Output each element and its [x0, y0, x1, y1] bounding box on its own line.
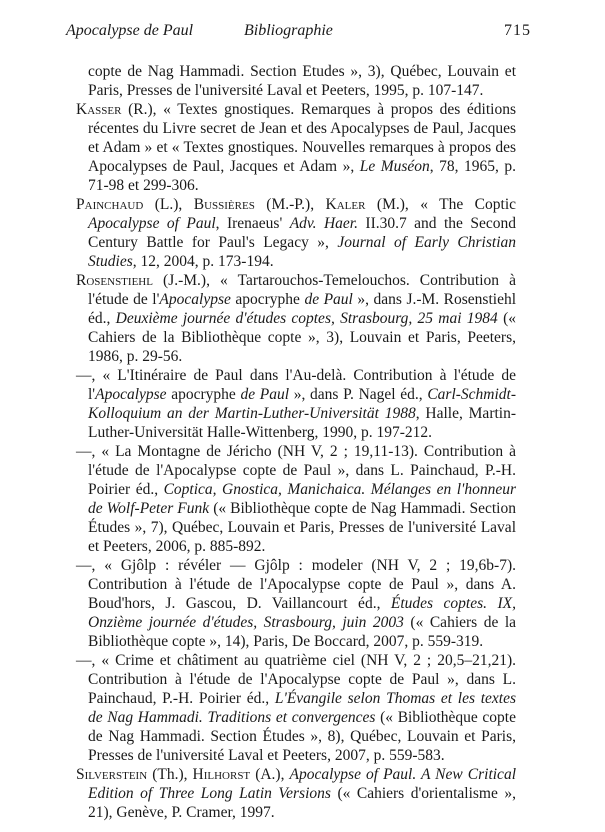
- entry-text: II.30.7 and the Second Century Battle for Paul's Legacy »,: [88, 215, 516, 251]
- bibliography-entry: [76, 556, 516, 651]
- page-number: 715: [504, 22, 531, 39]
- work-title: de Paul: [304, 291, 353, 308]
- entry-text: (A.),: [250, 766, 290, 783]
- entry-text: apocryphe: [230, 291, 305, 308]
- author-name: Hilhorst: [192, 766, 251, 783]
- book-title: Carl-Schmidt-Kolloquium an der Martin-Luther-Universität 1988: [88, 386, 517, 422]
- entry-text: », dans P. Nagel éd.,: [289, 386, 428, 403]
- entry-text: (« Cahiers de la Bibliothèque copte », 14), Paris, De Boccard, 2007, p. 559-319.: [88, 614, 517, 650]
- book-title: Apocalypse of Paul. A New Critical Edition of Three Long Latin Versions: [88, 766, 516, 802]
- entry-text: , 12, 2004, p. 173-194.: [132, 253, 274, 270]
- entry-text: copte de Nag Hammadi. Section Etudes », 3), Québec, Louvain et Paris, Presses de l'université Laval et Peeters, 1995, p. 107-147.: [88, 63, 516, 99]
- author-name: Silverstein: [76, 766, 148, 783]
- bibliography-entry: [76, 651, 516, 765]
- entry-text: (Th.),: [147, 766, 193, 783]
- entry-text: —, « Gjôlp : révéler — Gjôlp : modeler (NH V, 2 ; 19,6b-7). Contribution à l'étude de l'Apocalypse copte de Paul », dans A. Boud'hors, J. Gascou, D. Vaillancourt éd.,: [76, 557, 516, 612]
- entry-text: », dans J.-M. Rosenstiehl éd.,: [88, 291, 517, 327]
- author-name: Kasser: [76, 101, 122, 118]
- entry-text: —, « La Montagne de Jéricho (NH V, 2 ; 19,11-13). Contribution à l'étude de l'Apocalypse copte de Paul », dans L. Painchaud, P.-H. Poirier éd.,: [76, 443, 516, 498]
- bibliography-list: [76, 62, 516, 822]
- work-title: Apocalypse: [159, 291, 231, 308]
- author-name: Bussières: [193, 196, 255, 213]
- journal-title: Le Muséon: [359, 158, 430, 175]
- entry-text: (« Cahiers de la Bibliothèque copte », 3), Louvain et Paris, Peeters, 1986, p. 29-56.: [88, 310, 516, 365]
- entry-text: (« Bibliothèque copte de Nag Hammadi. Section Études », 7), Québec, Louvain et Paris, Presses de l'université Laval et Peeters, 2006, p. 885-892.: [88, 500, 516, 555]
- bibliography-entry: [76, 271, 516, 366]
- entry-text: , Halle, Martin-Luther-Universität Halle-Wittenberg, 1990, p. 197-212.: [88, 405, 517, 441]
- work-title: de Paul: [240, 386, 290, 403]
- entry-text: (« Bibliothèque copte de Nag Hammadi. Section Études », 8), Québec, Louvain et Paris, Presses de l'université Laval et Peeters, 2007, p. 559-583.: [88, 709, 516, 764]
- book-title: Études coptes. IX, Onzième journée d'études, Strasbourg, juin 2003: [88, 595, 516, 631]
- bibliography-entry: [76, 100, 516, 195]
- bibliography-entry: [76, 366, 516, 442]
- bibliography-entry: [76, 765, 516, 822]
- entry-text: , Irenaeus': [215, 215, 290, 232]
- running-title: Apocalypse de Paul: [66, 22, 194, 39]
- entry-text: —, « L'Itinéraire de Paul dans l'Au-delà. Contribution à l'étude de l': [76, 367, 516, 403]
- entry-text: (J.-M.), « Tartarouchos-Temelouchos. Contribution à l'étude de l': [88, 272, 516, 308]
- entry-text: (M.-P.),: [254, 196, 326, 213]
- book-title: L'Évangile selon Thomas et les textes de Nag Hammadi. Traditions et convergences: [88, 690, 517, 726]
- bibliography-entry: [76, 195, 516, 271]
- work-title: Apocalypse: [95, 386, 167, 403]
- author-name: Painchaud: [76, 196, 144, 213]
- running-header: [66, 22, 531, 46]
- bibliography-entry: [76, 62, 516, 100]
- book-title: Coptica, Gnostica, Manichaica. Mélanges en l'honneur de Wolf-Peter Funk: [88, 481, 516, 517]
- book-title: Deuxième journée d'études coptes, Strasbourg, 25 mai 1984: [115, 310, 498, 327]
- entry-text: apocryphe: [166, 386, 241, 403]
- journal-title: Journal of Early Christian Studies: [88, 234, 516, 270]
- entry-text: , 78, 1965, p. 71-98 et 299-306.: [88, 158, 516, 194]
- work-title: Apocalypse of Paul: [88, 215, 216, 232]
- author-name: Kaler: [325, 196, 366, 213]
- work-title: Adv. Haer.: [289, 215, 358, 232]
- entry-text: —, « Crime et châtiment au quatrième ciel (NH V, 2 ; 20,5–21,21). Contribution à l'étude de l'Apocalypse copte de Paul », dans L. Painchaud, P.-H. Poirier éd.,: [76, 652, 516, 707]
- entry-text: (L.),: [143, 196, 194, 213]
- entry-text: (« Cahiers d'orientalisme », 21), Genève, P. Cramer, 1997.: [88, 785, 516, 821]
- entry-text: (R.), « Textes gnostiques. Remarques à propos des éditions récentes du Livre secret de Jean et des Apocalypses de Paul, Jacques et Adam » et « Textes gnostiques. Nouvelles remarques à propos des Apocalypses de Paul, Jacques et Adam »,: [88, 101, 516, 175]
- entry-text: (M.), « The Coptic: [365, 196, 517, 213]
- section-title: Bibliographie: [244, 22, 333, 39]
- author-name: Rosenstiehl: [76, 272, 153, 289]
- bibliography-entry: [76, 442, 516, 556]
